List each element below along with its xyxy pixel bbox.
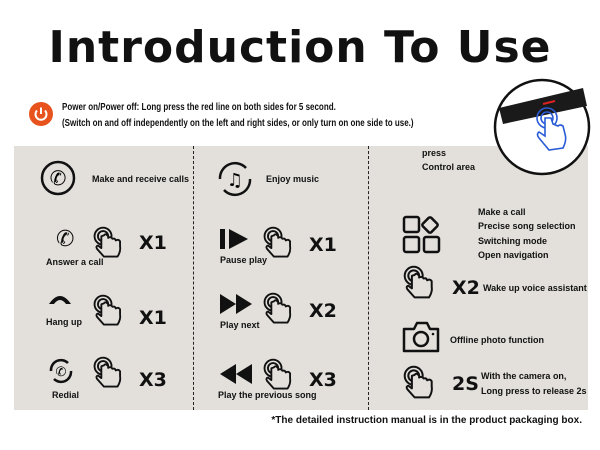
long-press-line1: With the camera on, xyxy=(481,371,567,381)
next-count: X2 xyxy=(309,300,337,322)
tap-hand-icon xyxy=(262,358,296,392)
divider xyxy=(368,146,369,410)
function-item: Make a call xyxy=(478,207,526,217)
glasses-touch-illustration xyxy=(493,78,591,176)
hang-up-icon xyxy=(47,292,73,306)
camera-icon xyxy=(402,321,440,353)
redial-label: Redial xyxy=(52,390,80,400)
redial-count: X3 xyxy=(139,369,167,391)
svg-text:✆: ✆ xyxy=(49,166,67,190)
tap-hand-icon xyxy=(92,226,126,260)
next-label: Play next xyxy=(220,320,260,330)
svg-text:✆: ✆ xyxy=(55,365,67,380)
voice-label: Wake up voice assistant xyxy=(483,283,587,293)
phone-icon xyxy=(40,160,76,196)
tap-hand-icon xyxy=(92,356,126,390)
power-icon xyxy=(29,102,53,126)
power-instruction: Power on/Power off: Long press the red line on both sides for 5 second. xyxy=(62,102,336,113)
long-press-line2: Long press to release 2s xyxy=(481,386,587,396)
pause-label: Pause play xyxy=(220,255,268,265)
tap-hand-icon xyxy=(262,292,296,326)
divider xyxy=(193,146,194,410)
answer-count: X1 xyxy=(139,232,167,254)
redial-icon xyxy=(46,356,76,386)
pause-count: X1 xyxy=(309,234,337,256)
music-heading: Enjoy music xyxy=(266,174,320,184)
function-item: Precise song selection xyxy=(478,221,576,231)
music-icon xyxy=(216,160,254,198)
footer-note: *The detailed instruction manual is in the product packaging box. xyxy=(271,415,582,426)
tap-hand-icon xyxy=(92,294,126,328)
tap-hand-icon xyxy=(402,365,438,401)
svg-text:♫: ♫ xyxy=(226,170,244,191)
calls-heading: Make and receive calls xyxy=(92,174,190,184)
voice-count: X2 xyxy=(452,277,480,299)
press-label: press xyxy=(422,148,447,158)
apps-grid-icon xyxy=(402,215,442,255)
prev-label: Play the previous song xyxy=(218,390,317,400)
long-press-duration: 2S xyxy=(452,373,479,395)
hangup-count: X1 xyxy=(139,307,167,329)
hangup-label: Hang up xyxy=(46,317,82,327)
control-area-label: Control area xyxy=(422,162,476,172)
next-icon xyxy=(220,294,252,314)
phone-answer-icon: ✆ xyxy=(56,226,75,251)
photo-label: Offline photo function xyxy=(450,335,544,345)
answer-label: Answer a call xyxy=(46,257,104,267)
previous-icon xyxy=(220,364,252,384)
tap-hand-icon xyxy=(402,265,438,301)
tap-hand-icon xyxy=(262,226,296,260)
power-note: (Switch on and off independently on the left and right sides, or only turn on one side to use.) xyxy=(62,118,414,129)
function-item: Open navigation xyxy=(478,250,549,260)
function-item: Switching mode xyxy=(478,236,548,246)
play-pause-icon xyxy=(220,228,250,250)
prev-count: X3 xyxy=(309,369,337,391)
page-title: Introduction To Use xyxy=(48,22,552,73)
